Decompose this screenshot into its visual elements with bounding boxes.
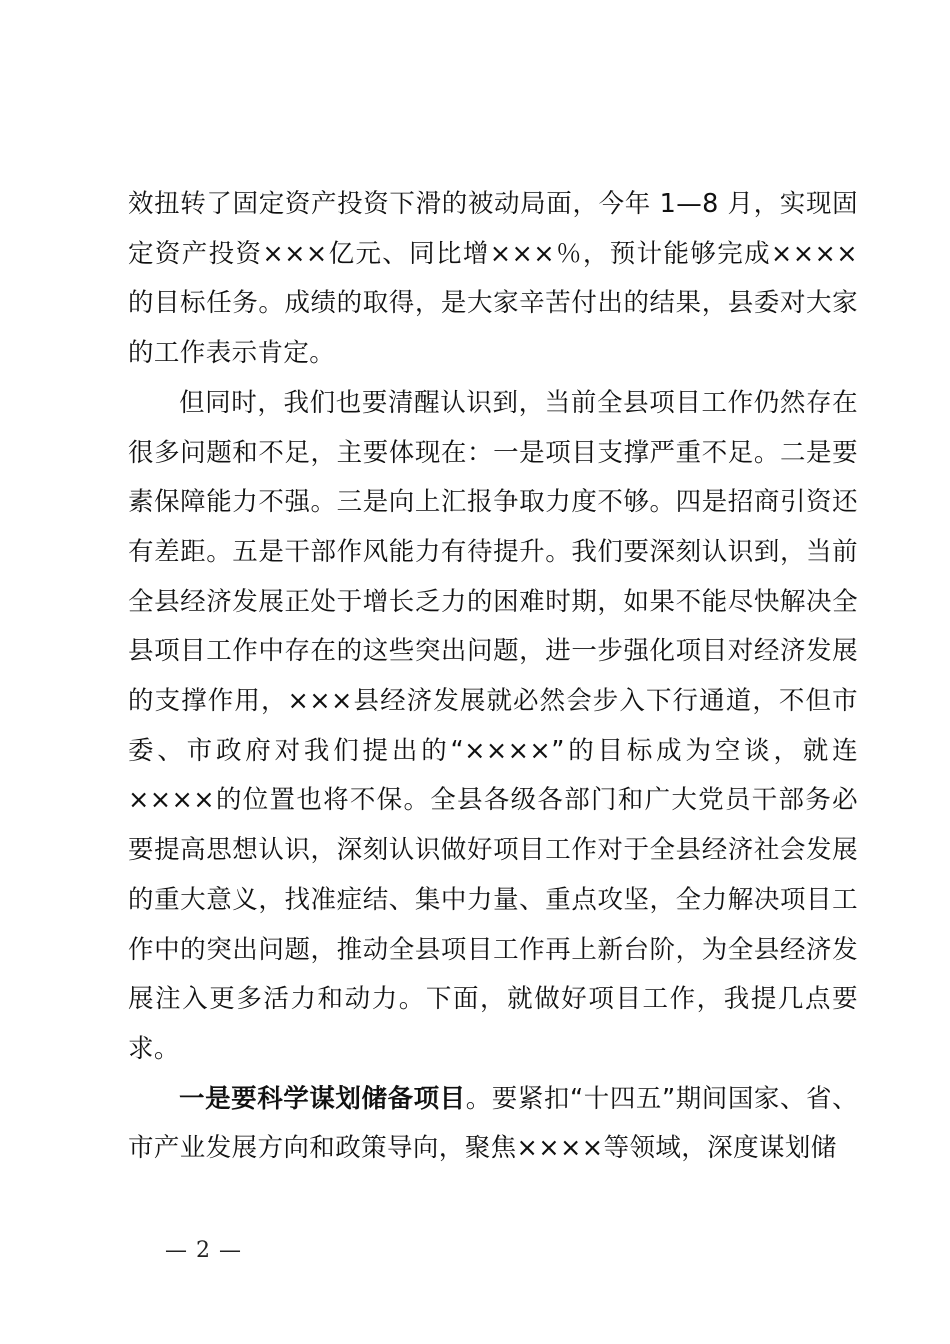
- page-number: — 2 —: [165, 1238, 242, 1263]
- paragraph-requirement-one: [128, 1075, 858, 1174]
- paragraph-continuation: 效扭转了固定资产投资下滑的被动局面，今年 1—8 月，实现固定资产投资×××亿元、同比增×××％，预计能够完成××××的目标任务。成绩的取得，是大家辛苦付出的结果，县委对大家的工作表示肯定。: [128, 189, 858, 369]
- requirement-heading: 一是要科学谋划储备项目: [179, 1083, 466, 1114]
- body-text: [128, 180, 858, 1174]
- paragraph-problems: 但同时，我们也要清醒认识到，当前全县项目工作仍然存在很多问题和不足，主要体现在：一是项目支撑严重不足。二是要素保障能力不强。三是向上汇报争取力度不够。四是招商引资还有差距。五是干部作风能力有待提升。我们要深刻认识到，当前全县经济发展正处于增长乏力的困难时期，如果不能尽快解决全县项目工作中存在的这些突出问题，进一步强化项目对经济发展的支撑作用，×××县经济发展就必然会步入下行通道，不但市委、市政府对我们提出的“××××”的目标成为空谈，就连××××的位置也将不保。全县各级各部门和广大党员干部务必要提高思想认识，深刻认识做好项目工作对于全县经济社会发展的重大意义，找准症结、集中力量、重点攻坚，全力解决项目工作中的突出问题，推动全县项目工作再上新台阶，为全县经济发展注入更多活力和动力。下面，就做好项目工作，我提几点要求。: [128, 387, 858, 1064]
- requirement-text: 。要紧扣“十四五”期间国家、省、市产业发展方向和政策导向，聚焦××××等领域，深度谋划储: [128, 1083, 859, 1164]
